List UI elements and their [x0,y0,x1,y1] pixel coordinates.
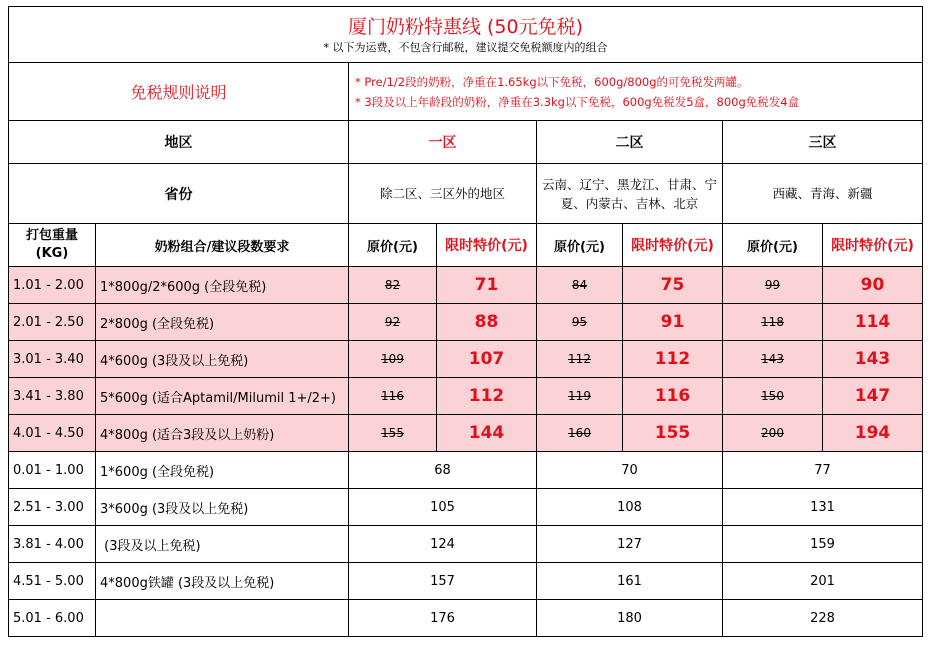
zone1-header: 一区 [349,121,537,164]
zone3-orig-price: 150 [723,378,823,415]
col-zone3-orig: 原价(元) [723,224,823,267]
zone2-price: 70 [537,452,723,489]
col-zone1-orig: 原价(元) [349,224,437,267]
zone2-price: 108 [537,489,723,526]
province-row [9,164,923,224]
zone2-promo-price: 112 [623,341,723,378]
column-header-row [9,224,923,267]
zone2-orig-price: 119 [537,378,623,415]
combo-cell: 2*800g (全段免税) [96,304,349,341]
zone2-promo-price: 155 [623,415,723,452]
weight-cell: 3.81 - 4.00 [9,526,96,563]
zone3-orig-price: 118 [723,304,823,341]
zone1-price: 157 [349,563,537,600]
zone1-orig-price: 155 [349,415,437,452]
combo-cell: 5*600g (适合Aptamil/Milumil 1+/2+) [96,378,349,415]
zone2-promo-price: 91 [623,304,723,341]
rules-text [349,63,923,121]
zone1-promo-price: 112 [437,378,537,415]
zone3-orig-price: 143 [723,341,823,378]
table-row [9,341,923,378]
col-zone3-promo: 限时特价(元) [823,224,923,267]
col-zone2-orig: 原价(元) [537,224,623,267]
weight-cell: 3.41 - 3.80 [9,378,96,415]
zone1-orig-price: 116 [349,378,437,415]
zone1-orig-price: 82 [349,267,437,304]
combo-cell [96,600,349,637]
combo-cell: 1*600g (全段免税) [96,452,349,489]
zone1-orig-price: 92 [349,304,437,341]
zone3-orig-price: 200 [723,415,823,452]
region-label: 地区 [9,121,349,164]
weight-cell: 5.01 - 6.00 [9,600,96,637]
zone3-promo-price: 143 [823,341,923,378]
zone2-orig-price: 112 [537,341,623,378]
table-row [9,415,923,452]
zone3-price: 77 [723,452,923,489]
table-row [9,526,923,563]
zone2-promo-price: 116 [623,378,723,415]
zone2-price: 127 [537,526,723,563]
zone3-provinces: 西藏、青海、新疆 [723,164,923,224]
zone2-header: 二区 [537,121,723,164]
zone3-price: 228 [723,600,923,637]
zone1-orig-price: 109 [349,341,437,378]
table-row [9,378,923,415]
zone1-price: 124 [349,526,537,563]
zone3-orig-price: 99 [723,267,823,304]
title-row [9,7,923,63]
col-zone1-promo: 限时特价(元) [437,224,537,267]
combo-cell: 1*800g/2*600g (全段免税) [96,267,349,304]
weight-cell: 2.01 - 2.50 [9,304,96,341]
zone1-promo-price: 88 [437,304,537,341]
zone1-price: 176 [349,600,537,637]
weight-cell: 3.01 - 3.40 [9,341,96,378]
table-row [9,304,923,341]
weight-cell: 2.51 - 3.00 [9,489,96,526]
rules-label: 免税规则说明 [9,63,349,121]
shipping-rate-sheet [8,6,922,637]
zone3-promo-price: 114 [823,304,923,341]
zone1-promo-price: 144 [437,415,537,452]
title-cell [9,7,923,63]
weight-cell: 1.01 - 2.00 [9,267,96,304]
zone3-price: 159 [723,526,923,563]
zone1-price: 105 [349,489,537,526]
zone3-header: 三区 [723,121,923,164]
rule-line-2: * 3段及以上年龄段的奶粉，净重在3.3kg以下免税，600g免税发5盒，800g免税发4盒 [355,94,800,109]
table-row [9,489,923,526]
zone2-price: 161 [537,563,723,600]
weight-cell: 4.01 - 4.50 [9,415,96,452]
rule-line-1: * Pre/1/2段的奶粉，净重在1.65kg以下免税，600g/800g的可免税发两罐。 [355,74,749,89]
combo-cell: 3*600g (3段及以上免税) [96,489,349,526]
zone2-promo-price: 75 [623,267,723,304]
rules-row [9,63,923,121]
province-label: 省份 [9,164,349,224]
zone3-promo-price: 147 [823,378,923,415]
col-combo: 奶粉组合/建议段数要求 [96,224,349,267]
zone1-promo-price: 107 [437,341,537,378]
page-subtitle: * 以下为运费，不包含行邮税，建议提交免税额度内的组合 [323,40,608,54]
col-weight: 打包重量(KG) [9,224,96,267]
zone2-price: 180 [537,600,723,637]
zone2-orig-price: 95 [537,304,623,341]
col-zone2-promo: 限时特价(元) [623,224,723,267]
zone1-price: 68 [349,452,537,489]
combo-cell: 4*800g (适合3段及以上奶粉) [96,415,349,452]
combo-cell: 4*600g (3段及以上免税) [96,341,349,378]
zone1-promo-price: 71 [437,267,537,304]
table-row [9,452,923,489]
table-row [9,267,923,304]
combo-cell: 4*800g铁罐 (3段及以上免税) [96,563,349,600]
zone3-price: 201 [723,563,923,600]
zone3-promo-price: 194 [823,415,923,452]
combo-cell: (3段及以上免税) [96,526,349,563]
zone2-orig-price: 84 [537,267,623,304]
weight-cell: 4.51 - 5.00 [9,563,96,600]
zone2-provinces: 云南、辽宁、黑龙江、甘肃、宁夏、内蒙古、吉林、北京 [537,164,723,224]
weight-cell: 0.01 - 1.00 [9,452,96,489]
table-row [9,563,923,600]
zone2-orig-price: 160 [537,415,623,452]
rate-table [8,6,923,637]
table-row [9,600,923,637]
zone3-price: 131 [723,489,923,526]
zone1-provinces: 除二区、三区外的地区 [349,164,537,224]
region-header-row [9,121,923,164]
zone3-promo-price: 90 [823,267,923,304]
page-title: 厦门奶粉特惠线 (50元免税) [347,15,584,38]
